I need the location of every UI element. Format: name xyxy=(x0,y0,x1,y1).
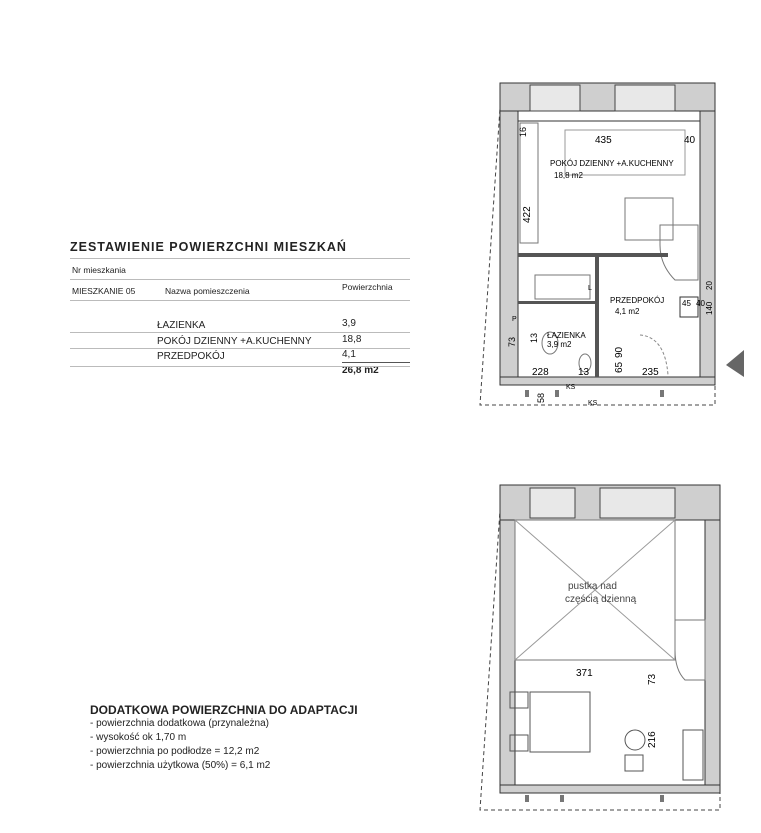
dimension: 40 xyxy=(696,299,705,308)
window-right xyxy=(615,85,675,111)
marker xyxy=(560,795,564,802)
ks-label: KS xyxy=(566,384,576,391)
p-label: P xyxy=(512,316,517,323)
marker xyxy=(555,390,559,397)
living-room-label: POKÓJ DZIENNY +A.KUCHENNY xyxy=(550,159,674,168)
dimension: 40 xyxy=(684,135,696,146)
ks-label: KS xyxy=(588,400,598,407)
interior xyxy=(515,520,705,785)
divider xyxy=(70,332,410,333)
marker xyxy=(660,795,664,802)
dimension: 228 xyxy=(532,367,549,378)
window-left xyxy=(530,488,575,518)
dimension: 371 xyxy=(576,668,593,679)
dimension: 13 xyxy=(529,332,539,343)
apartment-no-label: Nr mieszkania xyxy=(72,265,126,275)
dimension: 20 xyxy=(705,281,714,290)
partition-wall xyxy=(518,253,668,257)
void-label: częścią dzienną xyxy=(565,594,637,605)
dimension: 65 xyxy=(614,361,625,373)
additional-area-line: - powierzchnia użytkowa (50%) = 6,1 m2 xyxy=(90,760,271,771)
room-name: POKÓJ DZIENNY +A.KUCHENNY xyxy=(157,336,312,347)
void-label: pustka nad xyxy=(568,581,617,592)
room-area: 18,8 xyxy=(342,334,362,345)
apartment-id: MIESZKANIE 05 xyxy=(72,286,136,296)
additional-area-title: DODATKOWA POWIERZCHNIA DO ADAPTACJI xyxy=(90,703,358,717)
dimension: 58 xyxy=(536,392,546,403)
additional-area-line: - powierzchnia po podłodze = 12,2 m2 xyxy=(90,746,260,757)
dimension: 73 xyxy=(507,336,517,347)
hall-area: 4,1 m2 xyxy=(615,307,640,316)
bath-label: ŁAZIENKA xyxy=(547,331,586,340)
title-underline xyxy=(70,258,410,259)
divider xyxy=(70,279,410,280)
dimension: 90 xyxy=(614,346,625,358)
total-area: 26,8 m2 xyxy=(342,365,379,376)
marker xyxy=(660,390,664,397)
window-left xyxy=(530,85,580,111)
floor-plan-lower xyxy=(470,75,761,415)
dimension: 13 xyxy=(578,367,590,378)
dimension: 73 xyxy=(647,673,658,685)
partition-wall xyxy=(518,301,598,304)
living-room-area: 18,8 m2 xyxy=(554,171,583,180)
additional-area-line: - powierzchnia dodatkowa (przynależna) xyxy=(90,718,269,729)
room-name-header: Nazwa pomieszczenia xyxy=(165,286,250,296)
marker xyxy=(525,795,529,802)
dimension: 235 xyxy=(642,367,659,378)
dimension: 422 xyxy=(522,206,533,223)
total-divider xyxy=(342,362,410,363)
marker xyxy=(525,390,529,397)
additional-area-line: - wysokość ok 1,70 m xyxy=(90,732,187,743)
divider xyxy=(70,300,410,301)
hall-label: PRZEDPOKÓJ xyxy=(610,296,665,305)
divider xyxy=(70,366,410,367)
room-area: 3,9 xyxy=(342,318,356,329)
room-name: PRZEDPOKÓJ xyxy=(157,351,225,362)
entrance-arrow xyxy=(726,350,744,377)
divider xyxy=(70,348,410,349)
room-area: 4,1 xyxy=(342,349,356,360)
bath-area: 3,9 m2 xyxy=(547,340,572,349)
dimension: 16 xyxy=(518,126,528,137)
dimension: 435 xyxy=(595,135,612,146)
room-name: ŁAZIENKA xyxy=(157,320,206,331)
summary-title: ZESTAWIENIE POWIERZCHNI MIESZKAŃ xyxy=(70,240,347,254)
partition-wall xyxy=(595,257,599,377)
area-header: Powierzchnia xyxy=(342,282,393,292)
floor-plan-upper xyxy=(470,480,761,820)
dimension: 45 xyxy=(682,299,691,308)
l-label: L xyxy=(588,285,592,292)
window-right xyxy=(600,488,675,518)
dimension: 140 xyxy=(705,301,714,315)
dimension: 216 xyxy=(647,731,658,748)
